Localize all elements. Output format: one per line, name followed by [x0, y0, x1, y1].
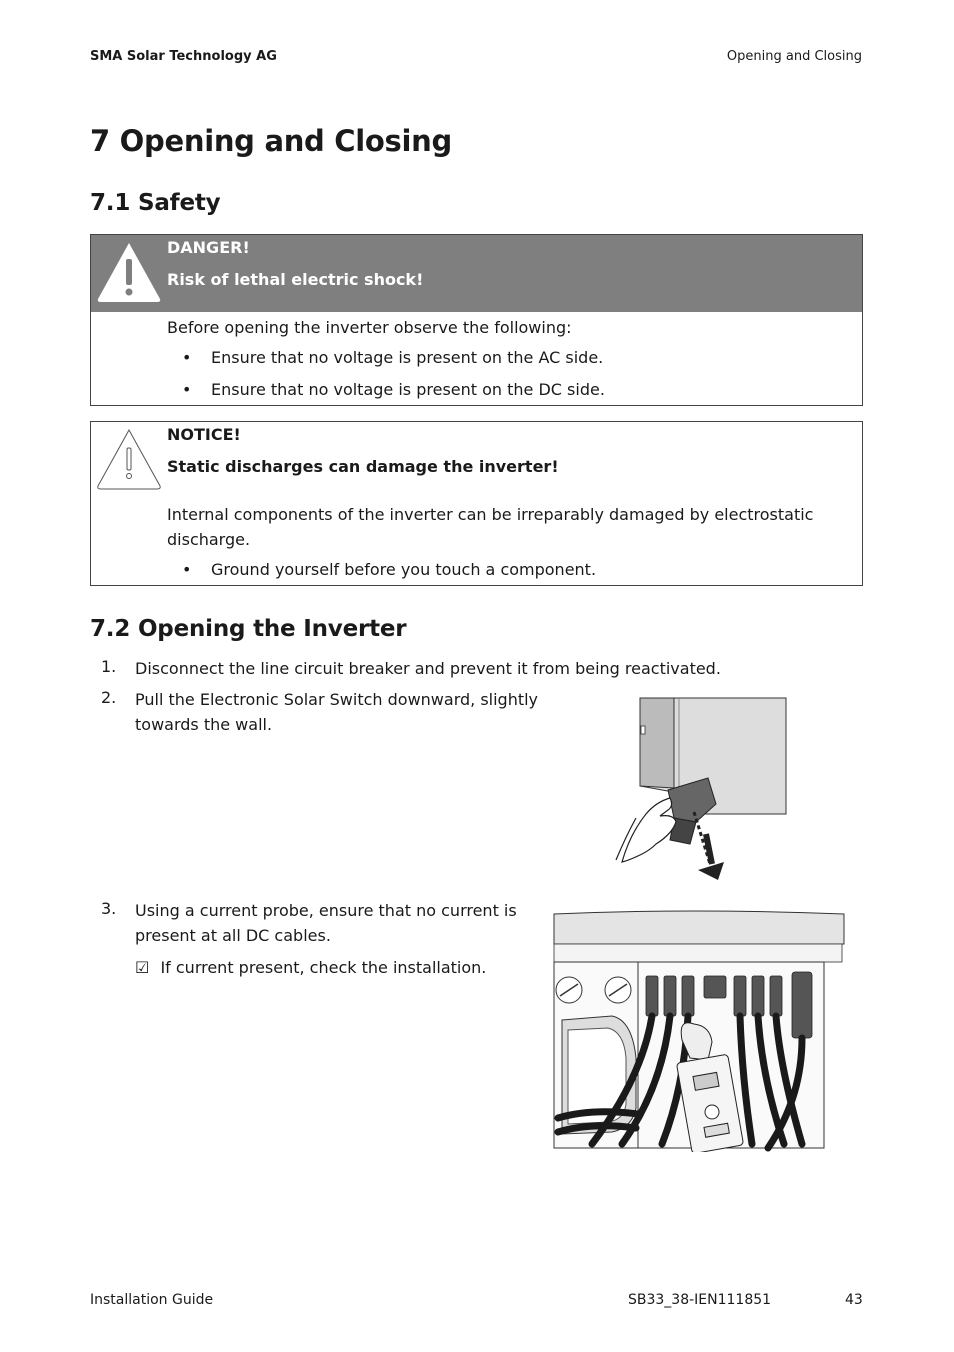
result-line [135, 955, 486, 980]
danger-intro: Before opening the inverter observe the following: [167, 318, 572, 337]
footer-doc-type: Installation Guide [90, 1292, 214, 1308]
page-number: 43 [845, 1292, 863, 1308]
running-header-section: Opening and Closing [726, 49, 862, 64]
result-text: If current present, check the installation. [160, 958, 487, 977]
danger-header [91, 235, 862, 312]
danger-label: DANGER! [167, 238, 250, 257]
step-text: Disconnect the line circuit breaker and prevent it from being reactivated. [135, 659, 721, 678]
danger-subtitle: Risk of lethal electric shock! [167, 270, 424, 289]
step-text: present at all DC cables. [135, 926, 331, 945]
chapter-title: 7 Opening and Closing [90, 124, 452, 158]
step-text: towards the wall. [135, 715, 273, 734]
warning-triangle-icon [96, 241, 162, 303]
notice-subtitle: Static discharges can damage the inverter! [167, 457, 559, 476]
notice-text-line2: discharge. [167, 530, 251, 549]
current-probe-illustration [552, 908, 848, 1152]
step-text: Pull the Electronic Solar Switch downward, slightly [135, 690, 539, 709]
section-title-opening: 7.2 Opening the Inverter [90, 616, 407, 642]
step-number: 2. [101, 688, 117, 707]
checkbox-checked-icon: ☑ [135, 958, 150, 977]
step-text: Using a current probe, ensure that no current is [135, 901, 517, 920]
step-number: 1. [101, 657, 117, 676]
danger-box: DANGER! Risk of lethal electric shock! Before opening the inverter observe the following: • Ensure that no voltage is present on the AC side. • Ensure that no voltage is present on the DC side. [90, 234, 863, 406]
footer-doc-id: SB33_38-IEN111851 [628, 1292, 772, 1308]
inverter-ess-illustration [612, 694, 792, 884]
running-header-company: SMA Solar Technology AG [90, 49, 277, 64]
warning-triangle-outline-icon [96, 428, 162, 490]
notice-text-line1: Internal components of the inverter can be irreparably damaged by electrostatic [167, 505, 814, 524]
notice-label: NOTICE! [167, 425, 241, 444]
notice-box: NOTICE! Static discharges can damage the inverter! Internal components of the inverter can be irreparably damaged by electrostatic discharge. • Ground yourself before you touch a component. [90, 421, 863, 586]
step-number: 3. [101, 899, 117, 918]
section-title-safety: 7.1 Safety [90, 190, 221, 216]
